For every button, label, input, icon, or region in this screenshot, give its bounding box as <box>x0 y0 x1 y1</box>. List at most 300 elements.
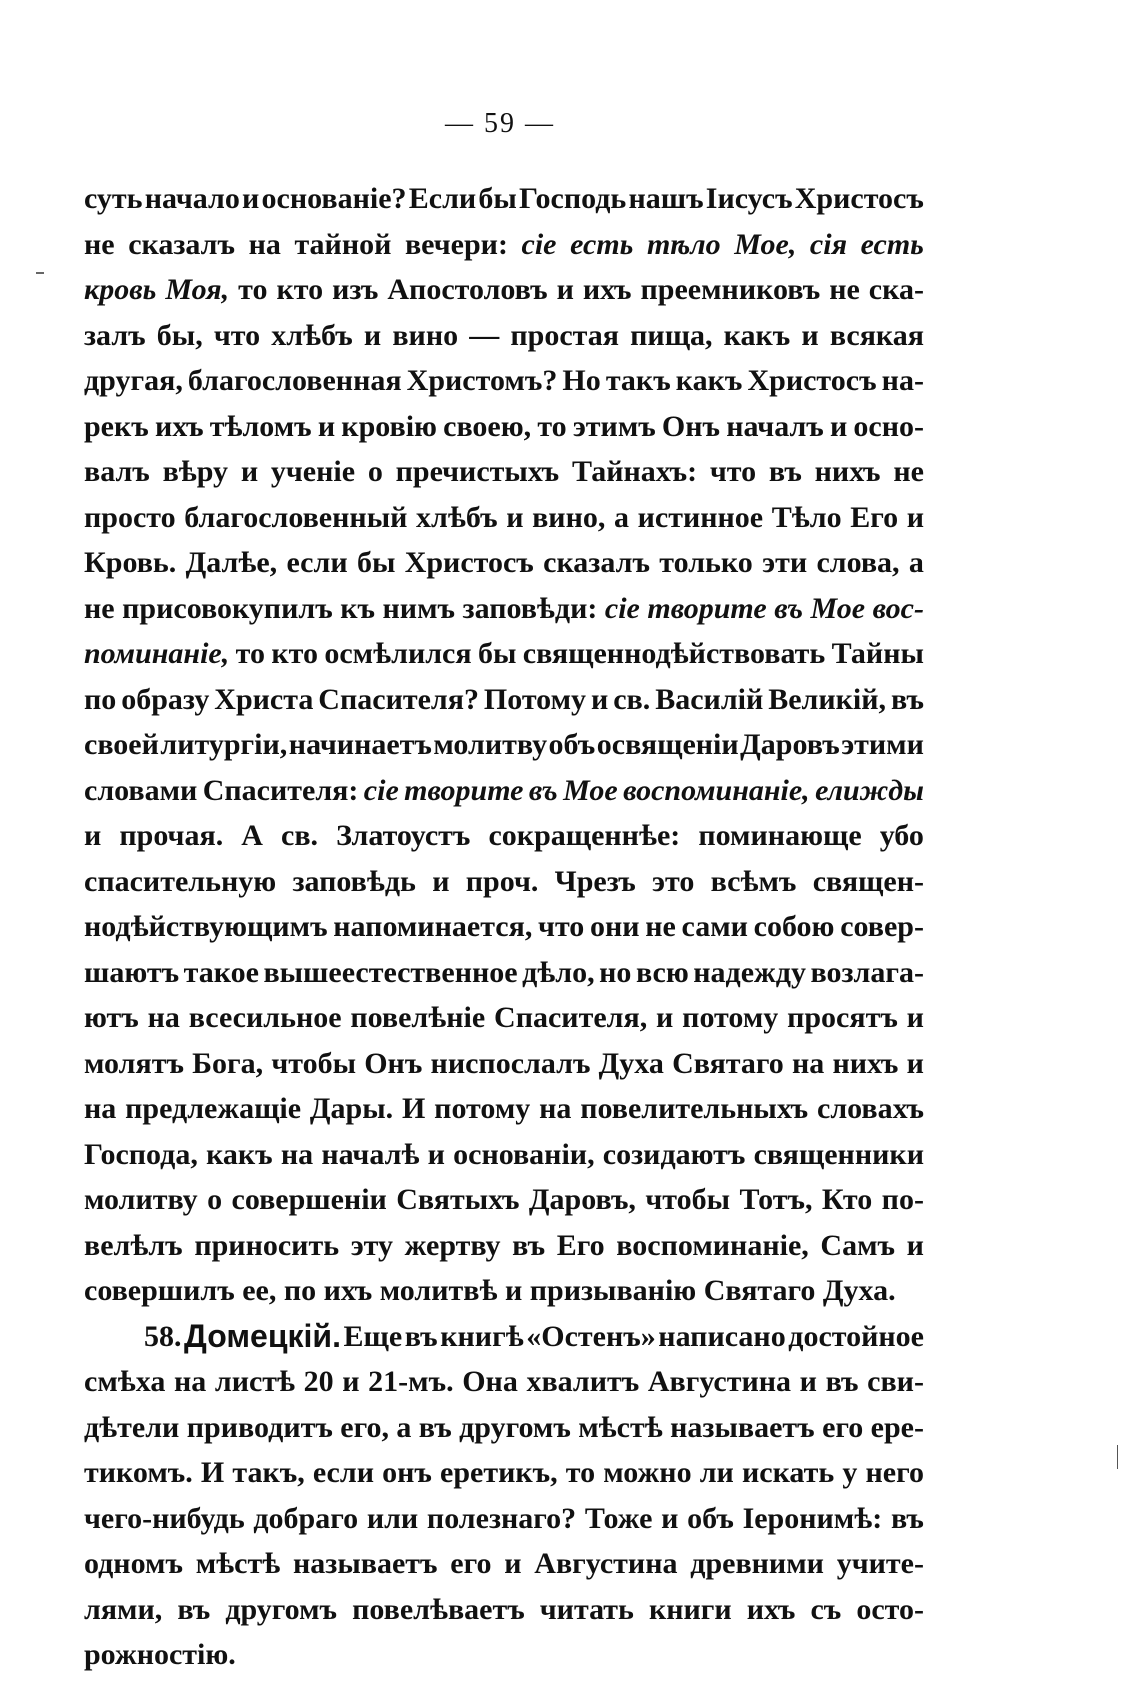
text-word: А <box>241 819 263 852</box>
text-word: не <box>84 591 115 625</box>
text-word: Самъ <box>820 1228 895 1262</box>
text-word: какъ <box>206 1137 273 1171</box>
text-word: и <box>427 1137 445 1171</box>
text-word: Далѣе, <box>185 546 278 579</box>
text-word: въ <box>418 1410 452 1444</box>
text-word: своей <box>84 728 159 761</box>
text-word: что <box>709 455 757 488</box>
text-line <box>84 586 924 632</box>
text-word: тикомъ. <box>84 1456 193 1489</box>
text-word: они <box>589 910 640 943</box>
text-word: залъ <box>84 318 146 352</box>
italic-quote: сія <box>809 227 848 261</box>
text-word: сказалъ <box>543 546 650 579</box>
text-word: словахъ <box>817 1092 924 1125</box>
text-word: повелительныхъ <box>580 1092 809 1125</box>
text-word: чего-нибудь <box>84 1501 245 1535</box>
text-word: дѣло, <box>522 955 595 989</box>
text-word: эти <box>762 546 808 579</box>
text-word: лями, <box>84 1592 163 1626</box>
text-word: то <box>238 273 268 306</box>
text-word: и <box>506 500 524 534</box>
text-word: изъ <box>332 273 379 306</box>
text-word: Кто <box>821 1183 873 1216</box>
text-word: началѣ <box>321 1137 420 1171</box>
text-word: Господь <box>519 182 627 215</box>
text-word: и <box>906 1228 924 1262</box>
text-word: бы <box>477 637 517 670</box>
text-word: не <box>893 455 924 488</box>
text-word: 21-мъ. <box>368 1365 454 1398</box>
text-word: и <box>591 682 609 716</box>
text-word: его, <box>340 1410 389 1444</box>
text-word: ли <box>699 1456 734 1489</box>
text-word: листѣ <box>214 1365 296 1398</box>
text-line <box>84 677 924 723</box>
text-word: совершеніи <box>231 1183 387 1216</box>
text-word: слова, <box>816 546 900 579</box>
text-word: называетъ <box>292 1547 438 1580</box>
text-word: сами <box>681 910 748 943</box>
text-word: бы <box>478 182 517 215</box>
text-word: и <box>906 500 924 534</box>
text-word: собою <box>753 910 835 943</box>
text-word: кровію <box>341 409 437 443</box>
text-word: читать <box>539 1592 634 1626</box>
text-word: суть <box>84 182 143 215</box>
text-word: Христосъ <box>747 364 877 397</box>
text-word: истинное <box>637 500 764 534</box>
text-word: потому <box>682 1001 779 1034</box>
text-line <box>84 859 924 905</box>
text-word: сокращеннѣе: <box>488 819 681 852</box>
text-word: всю <box>635 955 689 989</box>
text-word: литургіи, <box>160 728 288 761</box>
text-word: начало <box>144 182 240 215</box>
text-word: а <box>908 546 924 579</box>
text-word: св. <box>613 682 651 716</box>
text-word: воспоминаніе, <box>616 1228 809 1262</box>
text-word: осто- <box>856 1592 924 1626</box>
text-word: на- <box>881 364 924 397</box>
text-word: Спасителя, <box>494 1001 648 1034</box>
text-line <box>84 358 924 404</box>
text-word: тайной <box>294 227 392 261</box>
text-word: въ <box>825 1365 859 1398</box>
text-word: сви- <box>867 1365 924 1398</box>
text-word: мѣстѣ <box>578 1410 663 1444</box>
text-word: проч. <box>465 864 539 898</box>
italic-quote: Моя, <box>165 273 230 306</box>
text-word: Христосъ <box>404 546 534 579</box>
text-segment: рожностію. <box>84 1638 236 1671</box>
text-line <box>84 722 924 768</box>
text-word: кто <box>276 273 324 306</box>
text-line <box>84 222 924 268</box>
text-word: сказалъ <box>128 227 235 261</box>
text-line <box>84 404 924 450</box>
text-word: на <box>173 1365 207 1398</box>
text-word: эту <box>350 1228 394 1262</box>
text-word: Еще <box>343 1319 403 1353</box>
text-word: и <box>363 318 382 352</box>
text-word: всякая <box>829 318 924 352</box>
text-word: полезнаго? <box>426 1501 577 1535</box>
text-line <box>84 1177 924 1223</box>
text-word: совер- <box>840 910 924 943</box>
text-word: Онъ <box>364 1046 423 1080</box>
text-word: то <box>235 637 265 670</box>
text-word: всѣмъ <box>710 864 797 898</box>
text-word: мѣстѣ <box>195 1547 281 1580</box>
text-word: осмѣлился <box>324 637 472 670</box>
text-word: и <box>656 1001 674 1034</box>
text-word: Христомъ? <box>406 364 558 397</box>
text-word: ихъ <box>746 1592 796 1626</box>
text-line <box>84 1587 924 1633</box>
text-word: ютъ <box>84 1001 139 1034</box>
text-word: на <box>84 1092 117 1125</box>
text-word: созидаютъ <box>602 1137 746 1171</box>
text-word: своею, <box>443 409 532 443</box>
text-word: надежду <box>693 955 806 989</box>
text-word: въ <box>890 1501 924 1535</box>
text-word: одномъ <box>84 1547 183 1580</box>
text-line <box>84 267 924 313</box>
text-word: другомъ <box>225 1592 338 1626</box>
italic-quote: творите <box>647 591 767 625</box>
text-word: 20 <box>303 1365 334 1398</box>
text-line <box>84 1268 924 1314</box>
italic-quote: поминаніе, <box>84 637 230 670</box>
text-line <box>84 1541 924 1587</box>
text-word: какъ <box>675 364 743 397</box>
text-word: вѣру <box>162 455 229 488</box>
italic-quote: сіе <box>521 227 557 261</box>
text-word: этими <box>841 728 924 761</box>
text-word: валъ <box>84 455 150 488</box>
text-word: и <box>906 1001 924 1034</box>
text-line <box>84 813 924 859</box>
italic-quote: Мое <box>563 773 618 807</box>
text-word: его <box>450 1547 492 1580</box>
text-word: — <box>469 318 500 352</box>
text-word: это <box>652 864 695 898</box>
text-word: 58. <box>144 1319 182 1353</box>
text-word: по- <box>881 1183 924 1216</box>
text-word: Онъ <box>661 409 721 443</box>
text-word: Даровъ <box>740 728 840 761</box>
text-word: и <box>801 318 819 352</box>
text-line <box>84 1086 924 1132</box>
text-line <box>84 1132 924 1178</box>
text-segment: совершилъ ее, по ихъ молитвѣ и призыванію Святаго Духа. <box>84 1274 896 1307</box>
text-word: Златоустъ <box>336 819 471 852</box>
text-word: что <box>538 910 585 943</box>
text-word: И <box>200 1456 225 1489</box>
text-word: и <box>317 409 336 443</box>
text-word: если <box>312 1456 374 1489</box>
text-word: чтобы <box>645 1183 731 1216</box>
italic-quote: есть <box>570 227 634 261</box>
text-line <box>84 313 924 359</box>
text-word: въ <box>404 1319 438 1353</box>
text-word: объ <box>548 728 596 761</box>
text-word: ниспослалъ <box>430 1046 591 1080</box>
italic-quote: кровь <box>84 273 157 306</box>
text-word: такъ, <box>232 1456 305 1489</box>
text-word: Апостоловъ <box>387 273 548 306</box>
text-word: только <box>659 546 753 579</box>
text-word: повелѣніе <box>350 1001 486 1034</box>
text-word: въ <box>512 1228 546 1262</box>
text-word: такъ <box>605 364 671 397</box>
text-line <box>84 1405 924 1451</box>
text-word: съ <box>810 1592 842 1626</box>
text-word: на <box>791 1046 825 1080</box>
text-word: него <box>865 1456 924 1489</box>
text-word: хвалитъ <box>526 1365 640 1398</box>
text-word: можно <box>603 1456 692 1489</box>
text-word: молятъ <box>84 1046 184 1080</box>
text-word: къ <box>340 591 375 625</box>
text-word: Она <box>462 1365 518 1398</box>
text-word: въ <box>177 1592 211 1626</box>
text-word: Тѣло <box>771 500 842 534</box>
italic-quote: воспоминаніе, <box>623 773 810 807</box>
text-word: и <box>242 182 260 215</box>
text-line <box>84 495 924 541</box>
text-word: Святаго <box>672 1046 784 1080</box>
text-word: что <box>213 318 261 352</box>
text-word: то <box>565 1456 596 1489</box>
text-word: велѣлъ <box>84 1228 183 1262</box>
text-word: и <box>906 1046 924 1080</box>
text-word: прочая. <box>119 819 224 852</box>
text-word: написано <box>658 1319 786 1353</box>
text-word: Іеронимѣ: <box>742 1501 883 1535</box>
italic-quote: есть <box>860 227 924 261</box>
text-word: не <box>645 910 676 943</box>
text-word: и <box>661 1501 679 1535</box>
text-word: Кровь. <box>84 546 177 579</box>
text-word: Чрезъ <box>554 864 636 898</box>
text-word: ска- <box>868 273 924 306</box>
text-word: въ <box>768 455 802 488</box>
text-word: просто <box>84 500 176 534</box>
text-word: Великій, <box>768 682 887 716</box>
text-word: ихъ <box>154 409 204 443</box>
text-word: по <box>84 682 117 716</box>
text-word: о <box>367 455 383 488</box>
text-word: Тайнахъ: <box>571 455 698 488</box>
italic-quote: сіе <box>363 773 399 807</box>
text-line <box>84 1496 924 1542</box>
text-word: И <box>401 1092 426 1125</box>
text-word: какъ <box>723 318 791 352</box>
text-word: вышеестественное <box>263 955 518 989</box>
text-word: благословенный <box>184 500 408 534</box>
text-word: Бога, <box>192 1046 264 1080</box>
text-word: и <box>556 273 574 306</box>
text-word: книгѣ <box>440 1319 524 1353</box>
text-word: книги <box>648 1592 732 1626</box>
text-word: не <box>84 227 115 261</box>
text-word: смѣха <box>84 1365 166 1398</box>
text-word: ученіе <box>270 455 356 488</box>
italic-quote: творите <box>404 773 524 807</box>
text-line <box>84 768 924 814</box>
margin-mark <box>36 272 44 274</box>
body-text <box>84 176 924 1678</box>
text-word: нимъ <box>382 591 456 625</box>
text-word: другая, <box>84 364 183 397</box>
text-word: Іисусъ <box>705 182 793 215</box>
text-word: и <box>432 864 450 898</box>
text-line <box>84 950 924 996</box>
text-line <box>84 449 924 495</box>
text-word: вечери: <box>404 227 508 261</box>
text-word: нодѣйствующимъ <box>84 910 328 943</box>
text-word: Святыхъ <box>396 1183 520 1216</box>
text-word: на <box>248 227 281 261</box>
text-word: искать <box>741 1456 835 1489</box>
text-word: приносить <box>194 1228 340 1262</box>
text-word: Дары. <box>309 1092 394 1125</box>
text-word: бы <box>356 546 396 579</box>
text-word: преемниковъ <box>640 273 821 306</box>
text-word: поминающе <box>698 819 862 852</box>
text-word: св. <box>281 819 319 852</box>
text-word: начинаетъ <box>288 728 432 761</box>
text-word: онъ <box>382 1456 432 1489</box>
text-word: а <box>396 1410 412 1444</box>
text-word: и <box>504 1547 522 1580</box>
text-word: заповѣдь <box>292 864 416 898</box>
text-word: тѣломъ <box>209 409 312 443</box>
italic-quote: въ <box>528 773 558 807</box>
text-word: другомъ <box>459 1410 571 1444</box>
text-word: всесильное <box>188 1001 342 1034</box>
text-word: Но <box>562 364 601 397</box>
text-word: Августина <box>647 1365 792 1398</box>
text-word: молитву <box>433 728 548 761</box>
section-heading: Домецкій. <box>184 1317 341 1354</box>
text-line <box>84 1359 924 1405</box>
text-word: освященіи <box>596 728 739 761</box>
text-word: священники <box>753 1137 924 1171</box>
text-word: благословенная <box>187 364 402 397</box>
text-word: то <box>537 409 567 443</box>
text-word: дѣтели <box>84 1410 180 1444</box>
italic-quote: Мое <box>810 591 866 625</box>
text-word: нихъ <box>832 1046 899 1080</box>
text-word: и <box>829 409 848 443</box>
text-word: шаютъ <box>84 955 180 989</box>
text-word: Духа <box>598 1046 664 1080</box>
text-word: хлѣбъ <box>416 500 498 534</box>
text-word: Августина <box>534 1547 678 1580</box>
text-word: вино <box>392 318 459 352</box>
text-word: въ <box>891 682 924 716</box>
text-word: предлежащіе <box>125 1092 302 1125</box>
text-word: возлага- <box>810 955 924 989</box>
text-word: Тоже <box>584 1501 653 1535</box>
text-word: его <box>822 1410 864 1444</box>
text-word: рекъ <box>84 409 149 443</box>
text-word: а <box>614 500 629 534</box>
text-word: добраго <box>253 1501 359 1535</box>
text-line <box>84 1632 924 1678</box>
italic-quote: вос- <box>872 591 924 625</box>
text-word: Спасителя? <box>318 682 479 716</box>
text-word: и <box>240 455 259 488</box>
text-word: Если <box>408 182 477 215</box>
text-word: о <box>207 1183 223 1216</box>
text-word: основаніе? <box>261 182 407 215</box>
text-word: приводитъ <box>186 1410 333 1444</box>
text-word: священнодѣйствовать <box>522 637 826 670</box>
text-word: Господа, <box>84 1137 198 1171</box>
text-line <box>84 1314 924 1360</box>
text-word: и <box>84 819 102 852</box>
text-word: напоминается, <box>333 910 533 943</box>
italic-quote: сіе <box>604 591 640 625</box>
text-word: нихъ <box>814 455 881 488</box>
text-word: хлѣбъ <box>271 318 353 352</box>
text-word: просятъ <box>787 1001 898 1034</box>
text-word: ихъ <box>582 273 632 306</box>
text-word: такое <box>183 955 259 989</box>
text-word: и <box>342 1365 360 1398</box>
text-word: учите- <box>836 1547 924 1580</box>
text-word: Спасителя: <box>202 773 359 807</box>
page-number: — 59 — <box>445 108 555 139</box>
text-word: повелѣваетъ <box>352 1592 525 1626</box>
text-word: началъ <box>726 409 824 443</box>
text-word: молитву <box>84 1183 198 1216</box>
text-line <box>84 904 924 950</box>
text-word: кто <box>271 637 318 670</box>
text-word: словами <box>84 773 198 807</box>
text-word: Потому <box>483 682 587 716</box>
text-word: простая <box>510 318 619 352</box>
text-word: Христосъ <box>794 182 924 215</box>
text-word: «Остенъ» <box>526 1319 656 1353</box>
text-word: еретикъ, <box>440 1456 558 1489</box>
italic-quote: елижды <box>815 773 924 807</box>
italic-quote: въ <box>774 591 804 625</box>
text-word: этимъ <box>572 409 656 443</box>
text-line <box>84 995 924 1041</box>
text-word: но <box>599 955 632 989</box>
text-word: жертву <box>404 1228 501 1262</box>
text-word: основаніи, <box>453 1137 595 1171</box>
text-word: древними <box>690 1547 824 1580</box>
text-word: пища, <box>630 318 713 352</box>
text-word: если <box>286 546 348 579</box>
text-word: Тотъ, <box>739 1183 813 1216</box>
margin-mark <box>1117 1445 1118 1469</box>
text-word: на <box>280 1137 314 1171</box>
text-word: ере- <box>870 1410 924 1444</box>
text-line <box>84 1223 924 1269</box>
text-word: пречистыхъ <box>395 455 560 488</box>
text-word: бы, <box>156 318 203 352</box>
text-word: на <box>147 1001 180 1034</box>
italic-quote: тѣло <box>646 227 721 261</box>
text-word: Его <box>850 500 899 534</box>
